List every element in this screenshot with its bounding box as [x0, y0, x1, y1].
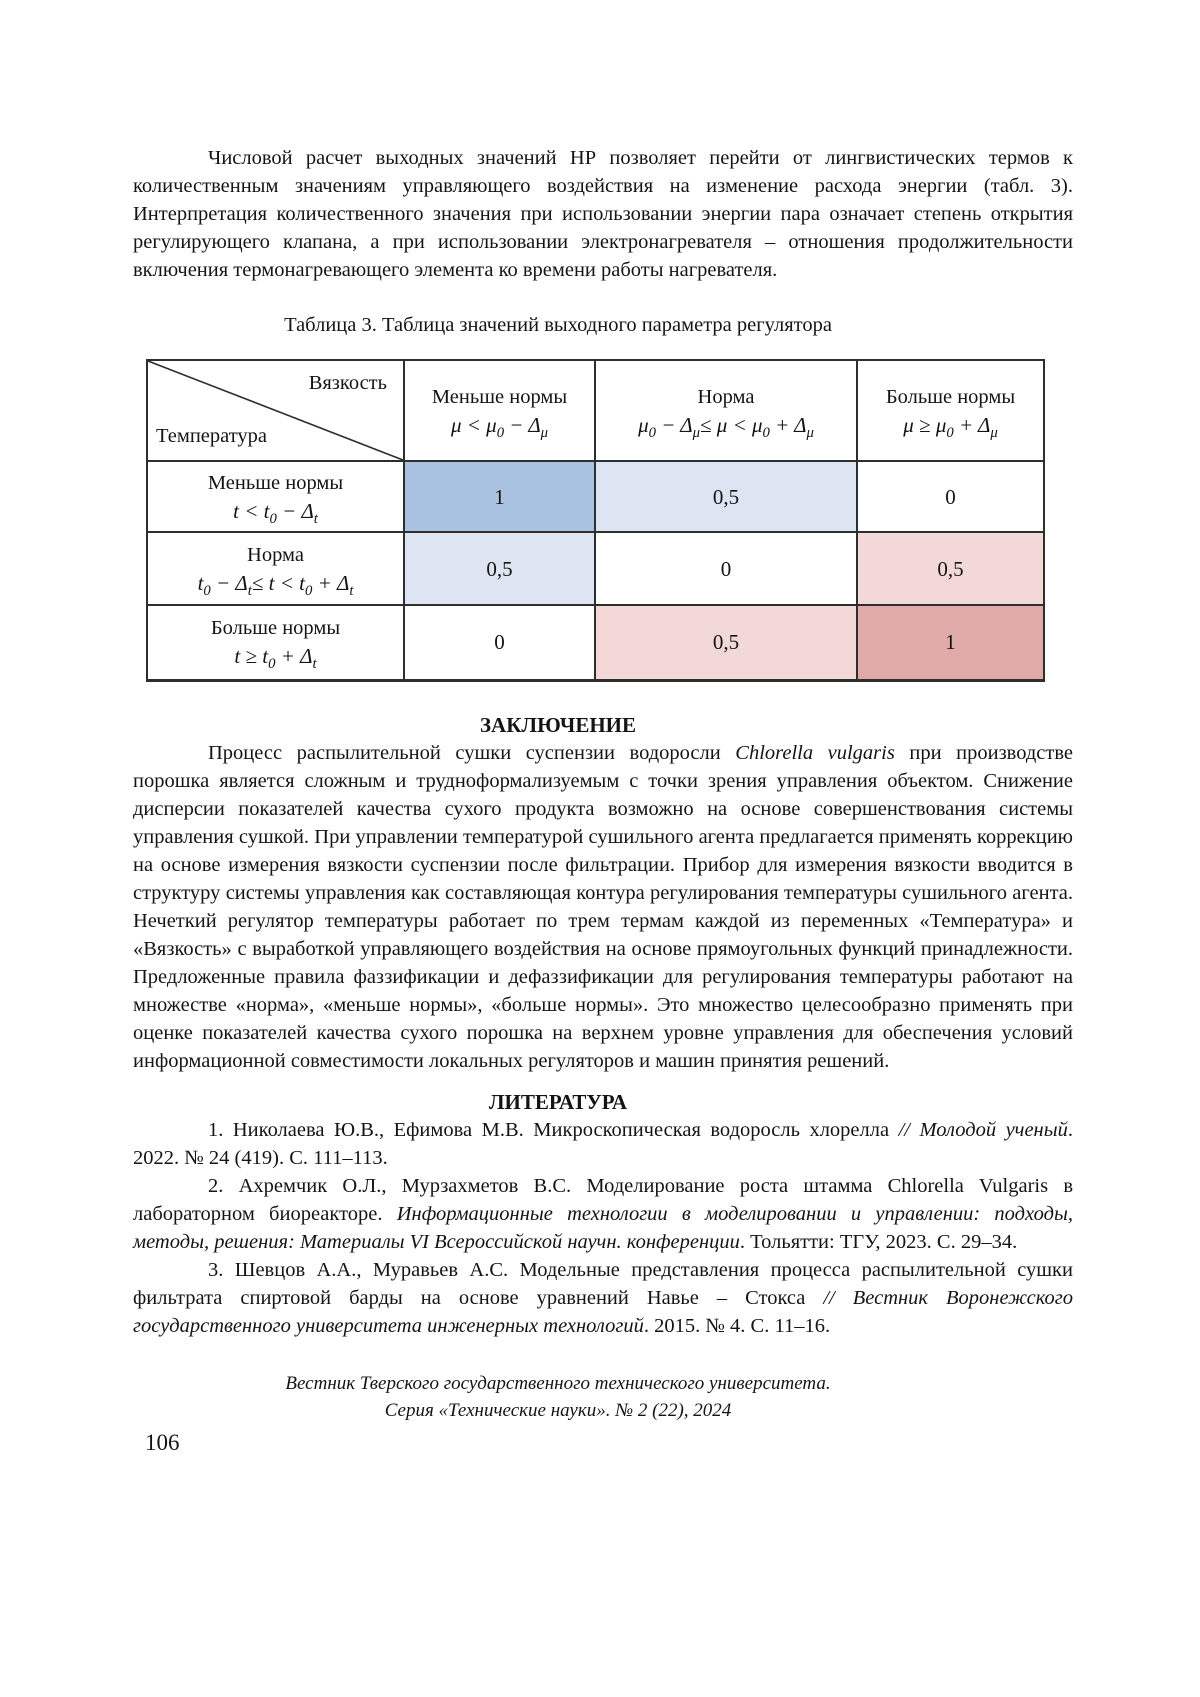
column-header [857, 360, 1044, 461]
row-header [147, 532, 404, 605]
journal-footer [133, 1370, 983, 1424]
row-header-label: Меньше нормы [207, 471, 344, 494]
column-header-formula: $\mu < \mu_0 - \Delta_\mu$ [450, 412, 549, 441]
corner-top-label: Вязкость [308, 372, 387, 394]
corner-bottom-label: Температура [156, 425, 267, 447]
row-header [147, 605, 404, 680]
page-number: 106 [145, 1429, 180, 1455]
row-header-formula: $t \ge t_0 + \Delta_t$ [234, 644, 317, 673]
table-cell: 0,5 [404, 532, 595, 605]
column-header [595, 360, 857, 461]
reference-item: 3. Шевцов А.А., Муравьев А.С. Модельные представления процесса распылительной сушки фильтрата спиртовой барды на основе уравнений Навье – Стокса // Вестник Воронежского государственного университета инженерных технологий. 2015. № 4. С. 11–16. [133, 1258, 1073, 1337]
table-cell: 0 [857, 461, 1044, 532]
row-header-formula: $t < t_0 - \Delta_t$ [233, 498, 318, 527]
table-cell: 1 [404, 461, 595, 532]
conclusion-paragraph: Процесс распылительной сушки суспензии водоросли Chlorella vulgaris при производстве порошка является сложным и трудноформализуемым с точки зрения управления объектом. Снижение дисперсии показателей качества сухого продукта возможно на основе совершенствования системы управления сушкой. При управлении температурой сушильного агента предлагается применять коррекцию на основе измерения вязкости суспензии после фильтрации. Прибор для измерения вязкости вводится в структуру системы управления как составляющая контура регулирования температуры сушильного агента. Нечеткий регулятор температуры работает по трем термам каждой из переменных «Температура» и «Вязкость» с выработкой управляющего воздействия на основе прямоугольных функций принадлежности. Предложенные правила фаззификации и дефаззификации для регулирования температуры работают на множестве «норма», «меньше нормы», «больше нормы». Это множество целесообразно применять при оценке показателей качества сухого порошка на верхнем уровне управления для обеспечения условий информационной совместимости локальных регуляторов и машин принятия решений. [133, 741, 1074, 1072]
table-cell: 0,5 [595, 461, 857, 532]
document-page [133, 0, 1073, 1457]
table-cell: 1 [857, 605, 1044, 680]
references-heading: ЛИТЕРАТУРА [488, 1089, 628, 1114]
column-header-label: Норма [697, 385, 755, 408]
column-header-label: Меньше нормы [431, 385, 568, 408]
journal-footer-line1: Вестник Тверского государственного технического университета. [285, 1372, 831, 1394]
regulator-output-table [146, 359, 1045, 682]
reference-item: 2. Ахремчик О.Л., Мурзахметов В.С. Моделирование роста штамма Chlorella Vulgaris в лабораторном биореакторе. Информационные технологии в моделировании и управлении: подходы, методы, решения: Материалы VI Всероссийской научн. конференции. Тольятти: ТГУ, 2023. С. 29–34. [133, 1174, 1073, 1253]
table-row [147, 532, 1044, 605]
table-row [147, 605, 1044, 680]
row-header-label: Больше нормы [210, 617, 341, 640]
table-cell: 0 [404, 605, 595, 680]
table-header-row [147, 360, 1044, 461]
column-header [404, 360, 595, 461]
table-cell: 0 [595, 532, 857, 605]
corner-header-cell [147, 360, 404, 461]
column-header-formula: $\mu_0 - \Delta_\mu\le \mu < \mu_0 + \Delta_\mu$ [638, 412, 814, 441]
intro-paragraph: Числовой расчет выходных значений НР позволяет перейти от лингвистических термов к количественным значениям управляющего воздействия на изменение расхода энергии (табл. 3). Интерпретация количественного значения при использовании энергии пара означает степень открытия регулирующего клапана, а при использовании электронагревателя – отношения продолжительности включения термонагревающего элемента ко времени работы нагревателя. [133, 147, 1073, 281]
row-header-label: Норма [247, 543, 304, 566]
row-header [147, 461, 404, 532]
column-header-formula: $\mu \ge \mu_0 + \Delta_\mu$ [903, 412, 998, 441]
journal-footer-line2: Серия «Технические науки». № 2 (22), 2024 [384, 1399, 732, 1421]
table-cell: 0,5 [857, 532, 1044, 605]
conclusion-heading: ЗАКЛЮЧЕНИЕ [479, 712, 637, 737]
table-cell: 0,5 [595, 605, 857, 680]
table-caption: Таблица 3. Таблица значений выходного параметра регулятора [284, 314, 832, 336]
row-header-formula: $t_0 - \Delta_t\le t < t_0 + \Delta_t$ [197, 570, 354, 599]
column-header-label: Больше нормы [885, 385, 1016, 408]
table-row [147, 461, 1044, 532]
reference-item: 1. Николаева Ю.В., Ефимова М.В. Микроскопическая водоросль хлорелла // Молодой ученый. 2022. № 24 (419). С. 111–113. [133, 1118, 1073, 1169]
